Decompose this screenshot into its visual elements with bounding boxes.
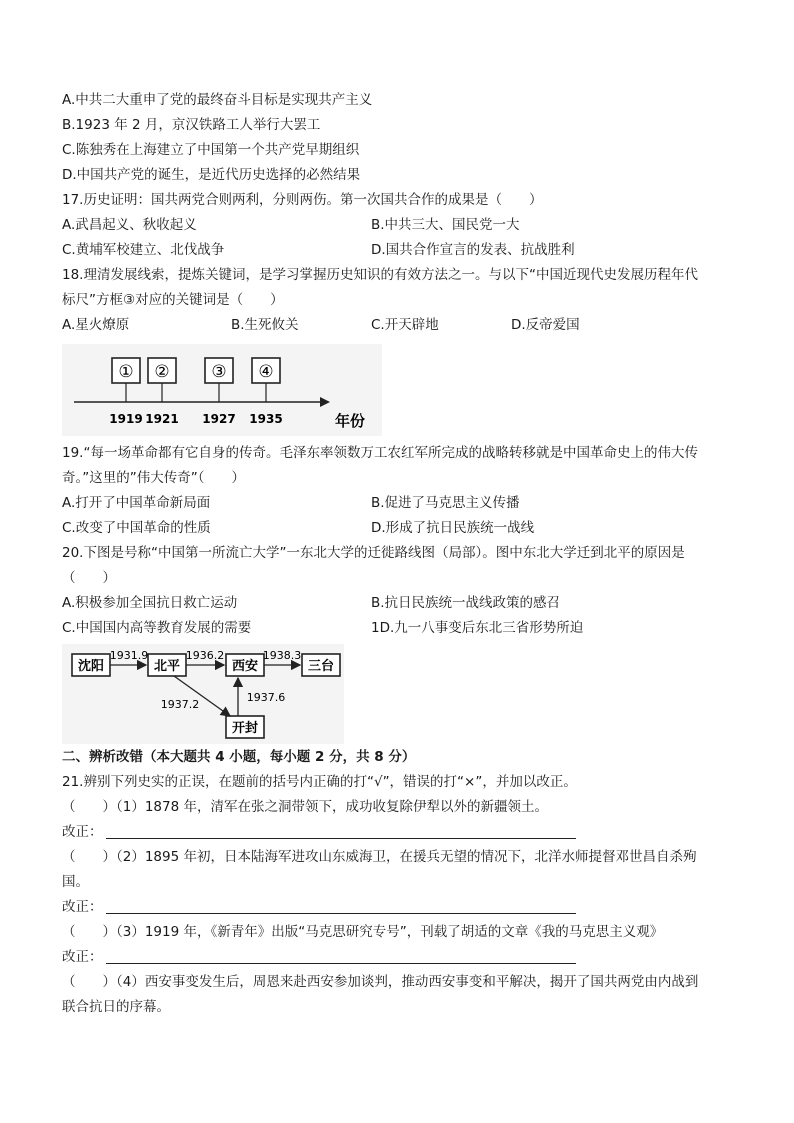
q19-option-a: A.打开了中国革命新局面 xyxy=(62,495,211,511)
q17-option-c: C.黄埔军校建立、北伐战争 xyxy=(62,242,225,258)
q18-stem-line2: 标尺”方框③对应的关键词是（ ） xyxy=(62,292,284,308)
q19-option-d: D.形成了抗日民族统一战线 xyxy=(371,520,535,536)
correction-label-2: 改正： xyxy=(62,899,103,915)
timeline-year-4: 1935 xyxy=(249,412,283,426)
q18-option-d: D.反帝爱国 xyxy=(511,317,580,333)
svg-text:沈阳: 沈阳 xyxy=(77,659,105,674)
city-box-xian xyxy=(226,654,264,676)
correction-label-1: 改正： xyxy=(62,824,103,840)
q20-option-a: A.积极参加全国抗日救亡运动 xyxy=(62,595,238,611)
q16-option-c: C.陈独秀在上海建立了中国第一个共产党早期组织 xyxy=(62,142,360,158)
q21-item-4: （ ）（4）西安事变发生后，周恩来赴西安参加谈判，推动西安事变和平解决，揭开了国共两党由内战到 xyxy=(62,974,699,990)
q16-option-b: B.1923 年 2 月，京汉铁路工人举行大罢工 xyxy=(62,117,321,133)
timeline-box-3-label: ③ xyxy=(211,362,227,382)
timeline-box-2-label: ② xyxy=(154,362,170,382)
q17-stem: 17.历史证明：国共两党合则两利，分则两伤。第一次国共合作的成果是（ ） xyxy=(62,192,543,208)
timeline-box-4-label: ④ xyxy=(258,362,274,382)
city-box-shenyang xyxy=(72,654,110,676)
q16-option-d: D.中国共产党的诞生，是近代历史选择的必然结果 xyxy=(62,167,361,183)
q20-option-d: 1D.九一八事变后东北三省形势所迫 xyxy=(371,620,584,636)
migration-route-map xyxy=(62,644,344,744)
q17-option-a: A.武昌起义、秋收起义 xyxy=(62,217,197,233)
q21-item-3: （ ）（3）1919 年，《新青年》出版“马克思研究专号”，刊载了胡适的文章《我的马克思主义观》 xyxy=(62,924,664,940)
correction-line-3[interactable] xyxy=(106,963,576,964)
q21-item-2-cont: 国。 xyxy=(62,874,89,890)
svg-text:开封: 开封 xyxy=(231,721,259,736)
q21-item-2: （ ）（2）1895 年初，日本陆海军进攻山东威海卫，在援兵无望的情况下，北洋水师提督邓世昌自杀殉 xyxy=(62,849,697,865)
svg-text:北平: 北平 xyxy=(153,659,181,674)
timeline-axis-label: 年份 xyxy=(334,412,366,430)
q20-stem-line2: （ ） xyxy=(62,570,116,586)
svg-text:三台: 三台 xyxy=(307,659,335,674)
q19-stem-line1: 19.“每一场革命都有它自身的传奇。毛泽东率领数万工农红军所完成的战略转移就是中国革命史上的伟大传 xyxy=(62,445,698,461)
q17-option-d: D.国共合作宣言的发表、抗战胜利 xyxy=(371,242,575,258)
q21-item-4-cont: 联合抗日的序幕。 xyxy=(62,999,170,1015)
route-date-4: 1937.2 xyxy=(160,698,200,711)
svg-text:西安: 西安 xyxy=(231,659,259,674)
correction-label-3: 改正： xyxy=(62,949,103,965)
q20-option-b: B.抗日民族统一战线政策的感召 xyxy=(371,595,561,611)
q21-item-1: （ ）（1）1878 年，清军在张之洞带领下，成功收复除伊犁以外的新疆领土。 xyxy=(62,799,548,815)
route-date-1: 1931.9 xyxy=(109,649,149,662)
section-2-title: 二、辨析改错（本大题共 4 小题，每小题 2 分，共 8 分） xyxy=(62,749,416,765)
route-date-2: 1936.2 xyxy=(185,649,225,662)
q18-stem-line1: 18.理清发展线索，提炼关键词，是学习掌握历史知识的有效方法之一。与以下“中国近现代史发展历程年代 xyxy=(62,267,698,283)
correction-line-2[interactable] xyxy=(106,913,576,914)
city-box-kaifeng xyxy=(226,716,264,738)
q18-option-a: A.星火燎原 xyxy=(62,317,130,333)
correction-line-1[interactable] xyxy=(106,838,576,839)
timeline-box-1-label: ① xyxy=(118,362,134,382)
q20-option-c: C.中国国内高等教育发展的需要 xyxy=(62,620,252,636)
q16-option-a: A.中共二大重申了党的最终奋斗目标是实现共产主义 xyxy=(62,92,373,108)
timeline-figure xyxy=(62,344,382,436)
timeline-year-1: 1919 xyxy=(109,412,143,426)
timeline-year-3: 1927 xyxy=(202,412,236,426)
city-box-santai xyxy=(302,654,340,676)
route-date-5: 1937.6 xyxy=(246,691,286,704)
q19-option-b: B.促进了马克思主义传播 xyxy=(371,495,520,511)
q18-option-b: B.生死攸关 xyxy=(231,317,299,333)
q19-option-c: C.改变了中国革命的性质 xyxy=(62,520,211,536)
q17-option-b: B.中共三大、国民党一大 xyxy=(371,217,520,233)
q19-stem-line2: 奇。”这里的”伟大传奇”（ ） xyxy=(62,470,245,486)
q21-stem: 21.辨别下列史实的正误，在题前的括号内正确的打“√”，错误的打“×”，并加以改正。 xyxy=(62,774,577,790)
timeline-year-2: 1921 xyxy=(145,412,179,426)
route-date-3: 1938.3 xyxy=(262,649,302,662)
city-box-beiping xyxy=(148,654,186,676)
q20-stem-line1: 20.下图是号称“中国第一所流亡大学”一东北大学的迁徙路线图（局部）。图中东北大学迁到北平的原因是 xyxy=(62,545,685,561)
q18-option-c: C.开天辟地 xyxy=(371,317,439,333)
